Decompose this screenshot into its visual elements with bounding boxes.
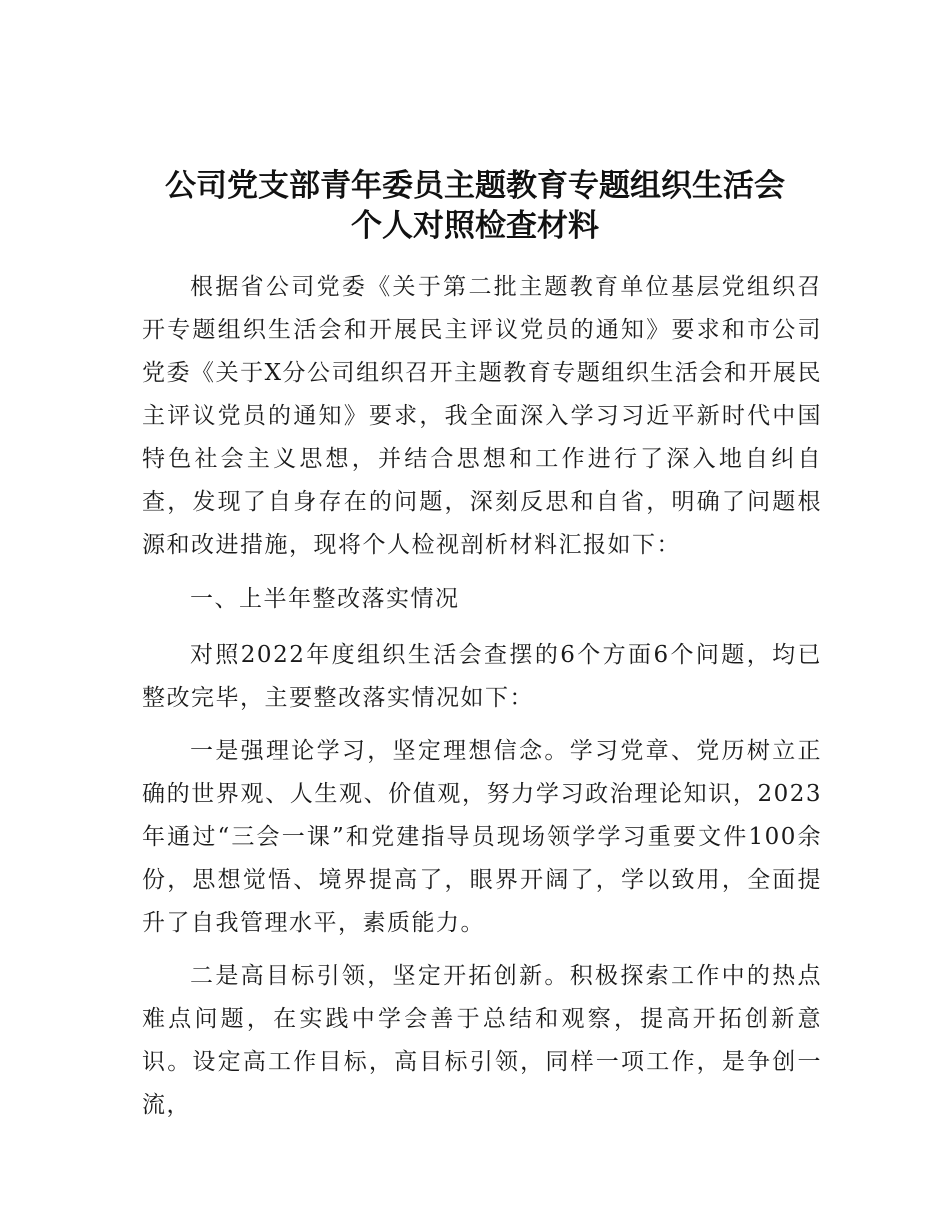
intro-paragraph: 根据省公司党委《关于第二批主题教育单位基层党组织召开专题组织生活会和开展民主评议党员的通知》要求和市公司党委《关于X分公司组织召开主题教育专题组织生活会和开展民主评议党员的通知》要求，我全面深入学习习近平新时代中国特色社会主义思想，并结合思想和工作进行了深入地自纠自查，发现了自身存在的问题，深刻反思和自省，明确了问题根源和改进措施，现将个人检视剖析材料汇报如下： bbox=[142, 274, 822, 558]
section-1-paragraph-2: 一是强理论学习，坚定理想信念。学习党章、党历树立正确的世界观、人生观、价值观，努力学习政治理论知识，2023年通过“三会一课”和党建指导员现场领学学习重要文件100余份，思想觉悟、境界提高了，眼界开阔了，学以致用，全面提升了自我管理水平，素质能力。 bbox=[142, 738, 822, 936]
section-heading-1: 一、上半年整改落实情况 bbox=[190, 586, 460, 612]
section-1-paragraph-3: 二是高目标引领，坚定开拓创新。积极探索工作中的热点难点问题，在实践中学会善于总结和观察，提高开拓创新意识。设定高工作目标，高目标引领，同样一项工作，是争创一流， bbox=[142, 963, 822, 1118]
document-title-line-1: 公司党支部青年委员主题教育专题组织生活会 bbox=[165, 168, 785, 204]
section-1-paragraph-1: 对照2022年度组织生活会查摆的6个方面6个问题，均已整改完毕，主要整改落实情况如下： bbox=[142, 642, 822, 711]
document-title-line-2: 个人对照检查材料 bbox=[351, 208, 599, 244]
